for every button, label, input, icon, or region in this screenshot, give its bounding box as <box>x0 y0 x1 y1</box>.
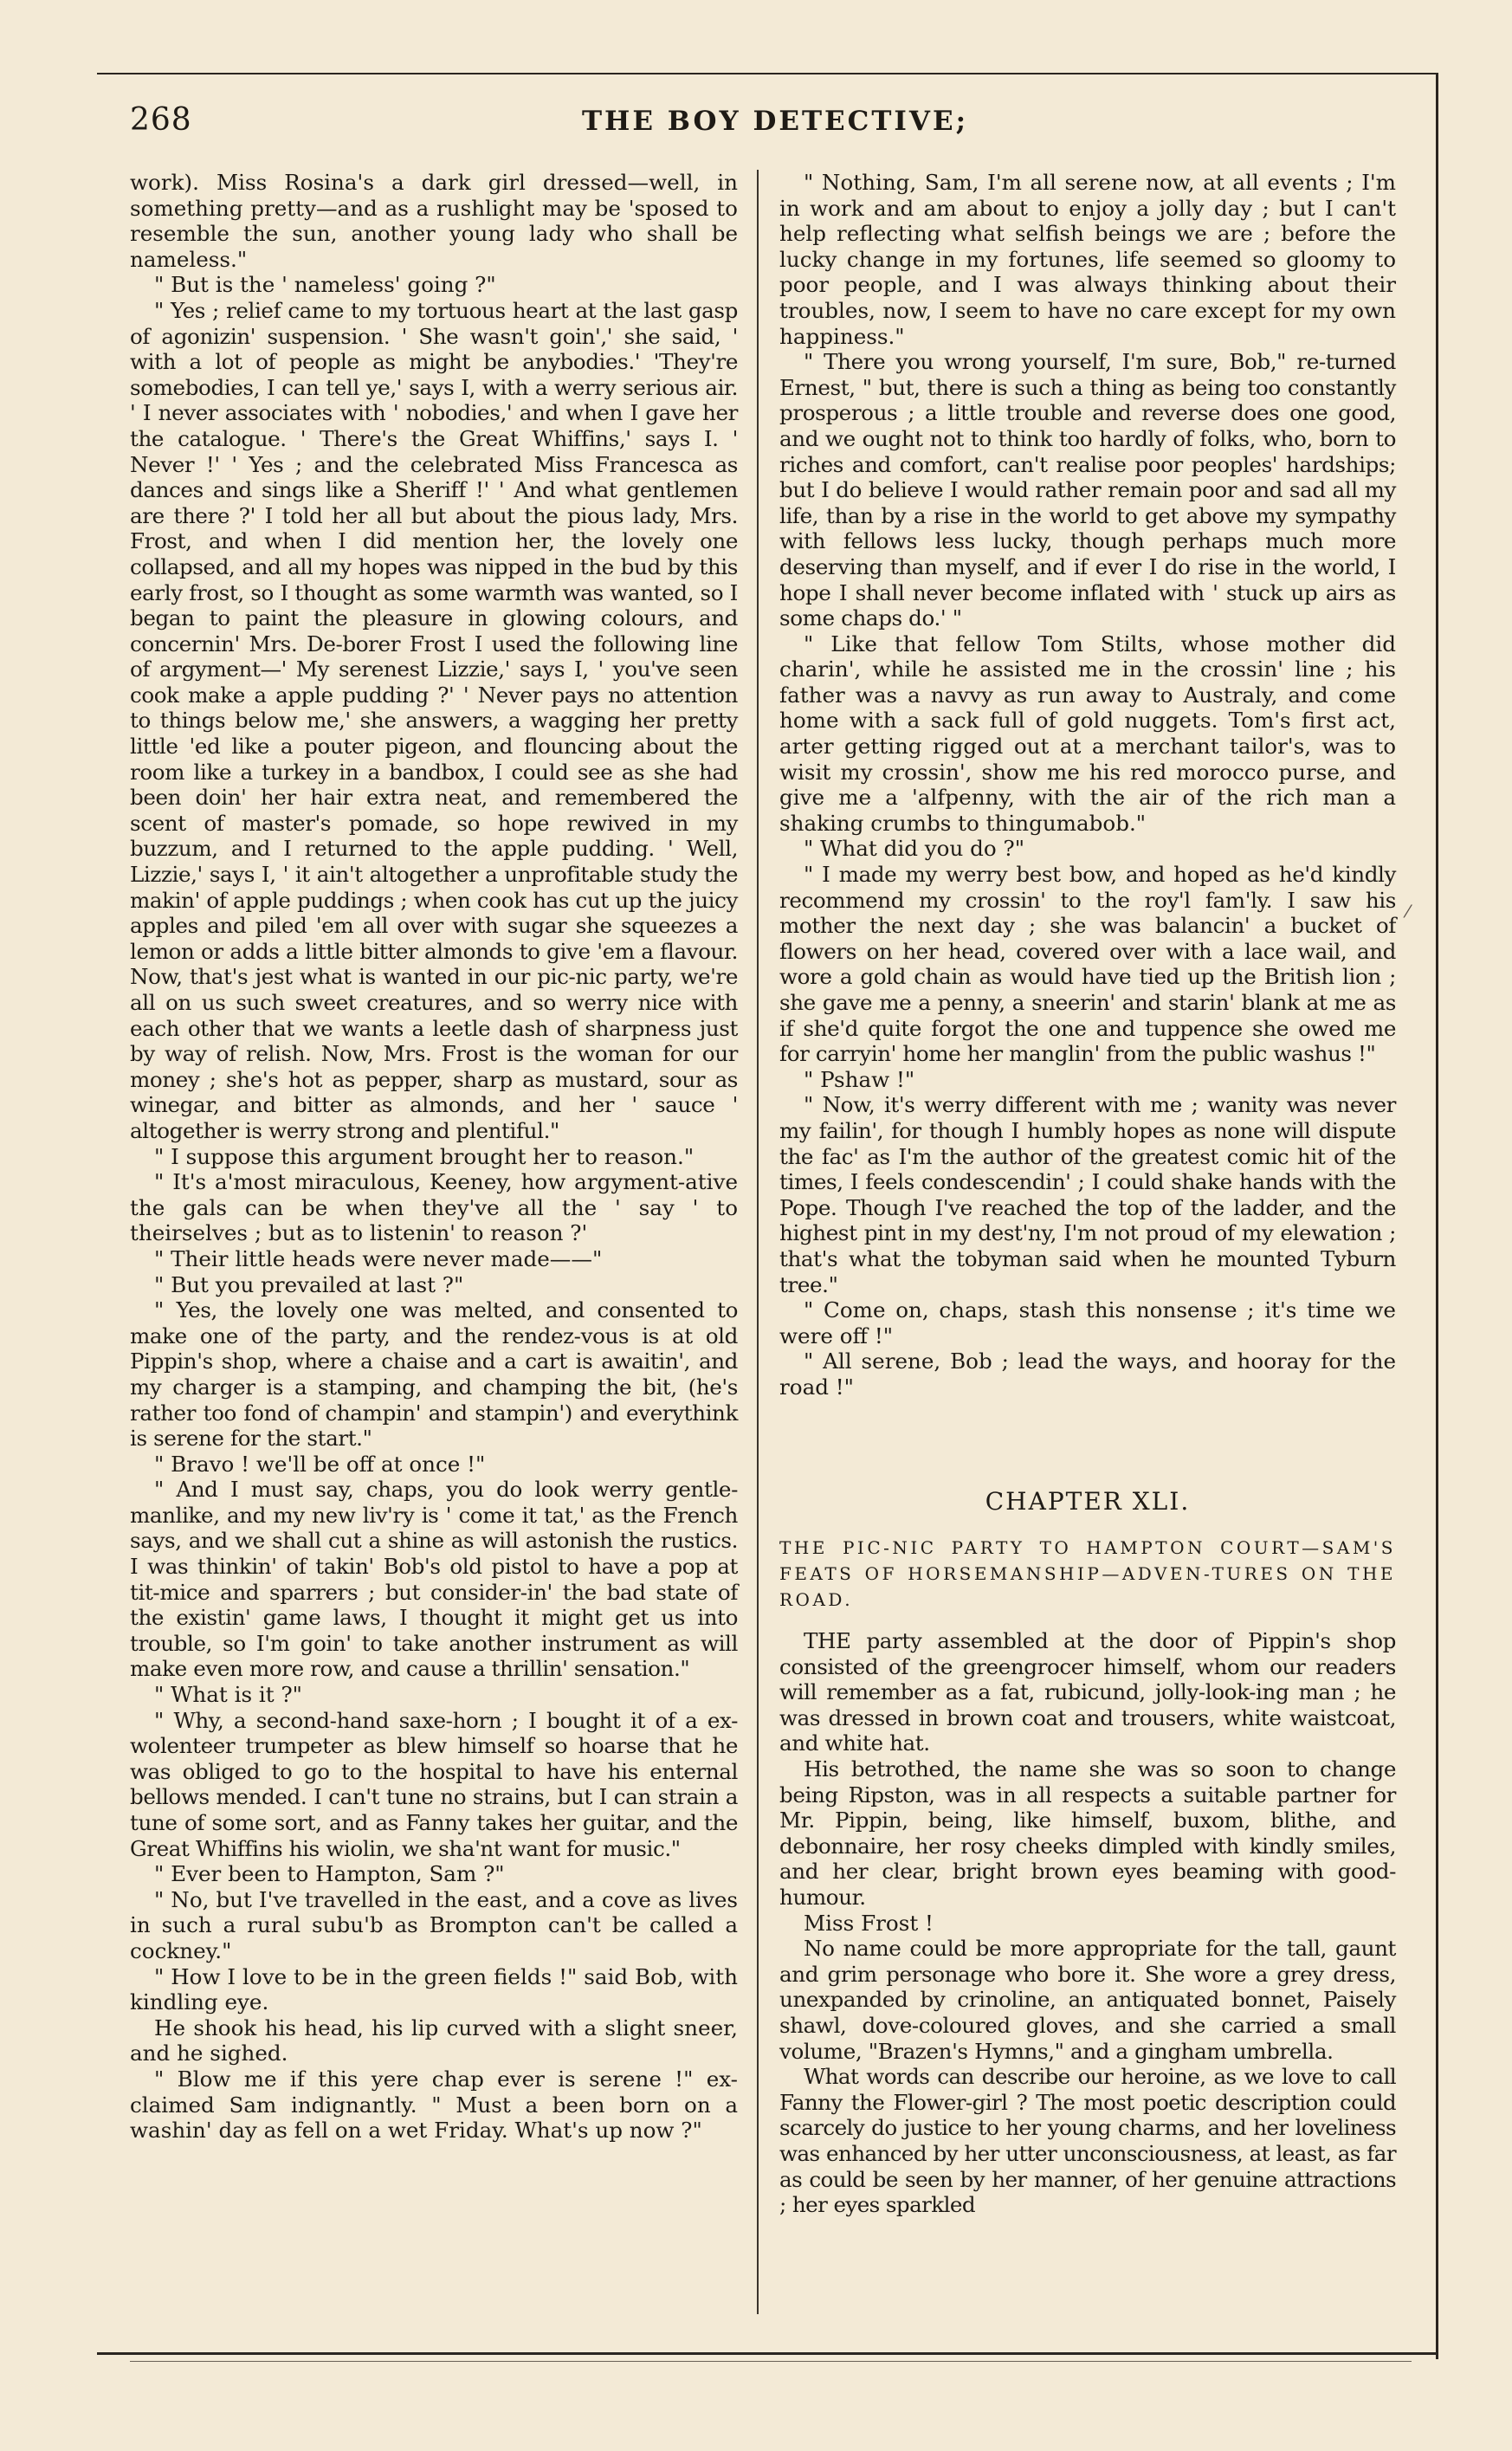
running-title: THE BOY DETECTIVE; <box>581 106 969 137</box>
paragraph: " But is the ' nameless' going ?" <box>154 272 496 298</box>
page-number: 268 <box>130 102 192 138</box>
paragraph: His betrothed, the name she was so soon to change being Ripston, was in all respects a suitable partner for Mr. Pippin, being, like himself, buxom, blithe, and debonnaire, her rosy cheeks dimpled with kindly smiles, and her clear, bright brown eyes beaming with good-humour. <box>779 1756 1396 1911</box>
paragraph: " Come on, chaps, stash this nonsense ; it's time we were off !" <box>779 1297 1396 1348</box>
paragraph: " Their little heads were never made——" <box>154 1245 603 1271</box>
left-column <box>130 170 738 2144</box>
right-column <box>779 170 1396 2218</box>
paragraph: What words can describe our heroine, as we love to call Fanny the Flower-girl ? The most poetic description could scarcely do justice to her young charms, and her loveliness was enhanced by her utter unconsciousness, at least, as far as could be seen by her manner, of her genuine attractions ; her eyes sparkled <box>779 2064 1396 2218</box>
paragraph: " What did you do ?" <box>804 836 1025 862</box>
chapter-subtitle: THE PIC-NIC PARTY TO HAMPTON COURT—SAM'S FEATS OF HORSEMANSHIP—ADVEN-TURES ON THE ROAD. <box>779 1537 1396 1611</box>
column-divider <box>757 170 759 2314</box>
paragraph: THE party assembled at the door of Pippin's shop consisted of the greengrocer himself, whom our readers will remember as a fat, rubicund, jolly-look-ing man ; he was dressed in brown coat and trousers, white waistcoat, and white hat. <box>779 1628 1396 1756</box>
paragraph: " And I must say, chaps, you do look werry gentle-manlike, and my new liv'ry is ' come it tat,' as the French says, and we shall cut a shine as will astonish the rustics. I was thinkin' of takin' Bob's old pistol to have a pop at tit-mice and sparrers ; but consider-in' the bad state of the existin' game laws, I thought it might get us into trouble, so I'm goin' to take another instrument as will make even more row, and cause a thrillin' sensation." <box>130 1477 738 1682</box>
paragraph: " But you prevailed at last ?" <box>154 1271 464 1297</box>
paragraph: " Nothing, Sam, I'm all serene now, at all events ; I'm in work and am about to enjoy a jolly day ; but I can't help reflecting what selfish beings we are ; before the lucky change in my fortunes, life seemed so gloomy to poor people, and I was always thinking about their troubles, now, I seem to have no care except for my own happiness." <box>779 170 1396 349</box>
paragraph: No name could be more appropriate for the tall, gaunt and grim personage who bore it. She wore a grey dress, unexpanded by crinoline, an antiquated bonnet, Paisely shawl, dove-coloured gloves, and she carried a small volume, "Brazen's Hymns," and a gingham umbrella. <box>779 1936 1396 2064</box>
paragraph: He shook his head, his lip curved with a slight sneer, and he sighed. <box>130 2014 738 2066</box>
paragraph: " There you wrong yourself, I'm sure, Bob," re-turned Ernest, " but, there is such a thing as being too constantly prosperous ; a little trouble and reverse does one good, and we ought not to think too hardly of folks, who, born to riches and comfort, can't realise poor peoples' hardships; but I do believe I would rather remain poor and sad all my life, than by a rise in the world to get above my sympathy with fellows less lucky, though perhaps much more deserving than myself, and if ever I do rise in the world, I hope I shall never become inflated with ' stuck up airs as some chaps do.' " <box>779 349 1396 631</box>
paragraph: " What is it ?" <box>154 1682 302 1708</box>
paragraph: " Like that fellow Tom Stilts, whose mother did charin', while he assisted me in the crossin' line ; his father was a navvy as run away to Australy, and come home with a sack full of gold nuggets. Tom's first act, arter getting rigged out at a merchant tailor's, was to wisit my crossin', show me his red morocco purse, and give me a 'alfpenny, with the air of the rich man a shaking crumbs to thingumabob." <box>779 631 1396 836</box>
paragraph: " Now, it's werry different with me ; wanity was never my failin', for though I humbly hopes as none will dispute the fac' as I'm the author of the greatest comic hit of the times, I feels condescendin' ; I could shake hands with the Pope. Though I've reached the top of the ladder, and the highest pint in my dest'ny, I'm not proud of my elewation ; that's what the tobyman said when he mounted Tyburn tree." <box>779 1092 1396 1297</box>
paragraph: " Blow me if this yere chap ever is serene !" ex-claimed Sam indignantly. " Must a been born on a washin' day as fell on a wet Friday. What's up now ?" <box>130 2066 738 2144</box>
paragraph: " All serene, Bob ; lead the ways, and hooray for the road !" <box>779 1348 1396 1400</box>
paragraph: Miss Frost ! <box>804 1910 934 1936</box>
margin-mark: ⁄ <box>1406 901 1410 922</box>
paragraph: " Pshaw !" <box>804 1066 915 1092</box>
paragraph: " Why, a second-hand saxe-horn ; I bought it of a ex-wolenteer trumpeter as blew himself so hoarse that he was obliged to go to the hospital to have his enternal bellows mended. I can't tune no strains, but I can strain a tune of some sort, and as Fanny takes her guitar, and the Great Whiffins his wiolin, we sha'nt want for music." <box>130 1707 738 1861</box>
paragraph: " Yes, the lovely one was melted, and consented to make one of the party, and the rendez-vous is at old Pippin's shop, where a chaise and a cart is awaitin', and my charger is a stamping, and champing the bit, (he's rather too fond of champin' and stampin') and everythink is serene for the start." <box>130 1297 738 1452</box>
chapter-title: CHAPTER XLI. <box>985 1486 1191 1516</box>
bottom-rule-thin <box>130 2361 1412 2362</box>
page-header <box>130 102 1420 154</box>
paragraph: " I suppose this argument brought her to reason." <box>154 1143 695 1169</box>
paragraph: " How I love to be in the green fields !" said Bob, with kindling eye. <box>130 1963 738 2015</box>
paragraph: " It's a'most miraculous, Keeney, how argyment-ative the gals can be when they've all the ' say ' to theirselves ; but as to listenin' to reason ?' <box>130 1169 738 1246</box>
paragraph: " Ever been to Hampton, Sam ?" <box>154 1861 505 1887</box>
paragraph: " Yes ; relief came to my tortuous heart at the last gasp of agonizin' suspension. ' She wasn't goin',' she said, ' with a lot of people as might be anybodies.' 'They're somebodies, I can tell ye,' says I, with a werry serious air. ' I never associates with ' nobodies,' and when I gave her the catalogue. ' There's the Great Whiffins,' says I. ' Never !' ' Yes ; and the celebrated Miss Francesca as dances and sings like a Sheriff !' ' And what gentlemen are there ?' I told her all but about the pious lady, Mrs. Frost, and when I did mention her, the lovely one collapsed, and all my hopes was nipped in the bud by this early frost, so I thought as some warmth was wanted, so I began to paint the pleasure in glowing colours, and concernin' Mrs. De-borer Frost I used the following line of argyment—' My serenest Lizzie,' says I, ' you've seen cook make a apple pudding ?' ' Never pays no attention to things below me,' she answers, a wagging her pretty little 'ed like a pouter pigeon, and flouncing about the room like a turkey in a bandbox, I could see as she had been doin' her hair extra neat, and remembered the scent of master's pomade, so hope rewived in my buzzum, and I returned to the apple pudding. ' Well, Lizzie,' says I, ' it ain't altogether a unprofitable study the makin' of apple puddings ; when cook has cut up the juicy apples and piled 'em all over with sugar she squeezes a lemon or adds a little bitter almonds to give 'em a flavour. Now, that's jest what is wanted in our pic-nic party, we're all on us such sweet creatures, and so werry nice with each other that we wants a leetle dash of sharpness just by way of relish. Now, Mrs. Frost is the woman for our money ; she's hot as pepper, sharp as mustard, sour as winegar, and bitter as almonds, and her ' sauce ' altogether is werry strong and plentiful." <box>130 297 738 1143</box>
paragraph: work). Miss Rosina's a dark girl dressed—well, in something pretty—and as a rushlight may be 'sposed to resemble the sun, another young lady who shall be nameless." <box>130 170 738 272</box>
paragraph: " Bravo ! we'll be off at once !" <box>154 1451 486 1477</box>
paragraph: " I made my werry best bow, and hoped as he'd kindly recommend my crossin' to the roy'l fam'ly. I saw his mother the next day ; she was balancin' a bucket of flowers on her head, covered over with a lace wail, and wore a gold chain as would have tied up the British lion ; she gave me a penny, a sneerin' and starin' blank at me as if she'd quite forgot the one and tuppence she owed me for carryin' home her manglin' from the public washus !" <box>779 862 1396 1067</box>
paragraph: " No, but I've travelled in the east, and a cove as lives in such a rural subu'b as Brompton can't be called a cockney." <box>130 1886 738 1963</box>
bottom-rule <box>97 2352 1436 2355</box>
